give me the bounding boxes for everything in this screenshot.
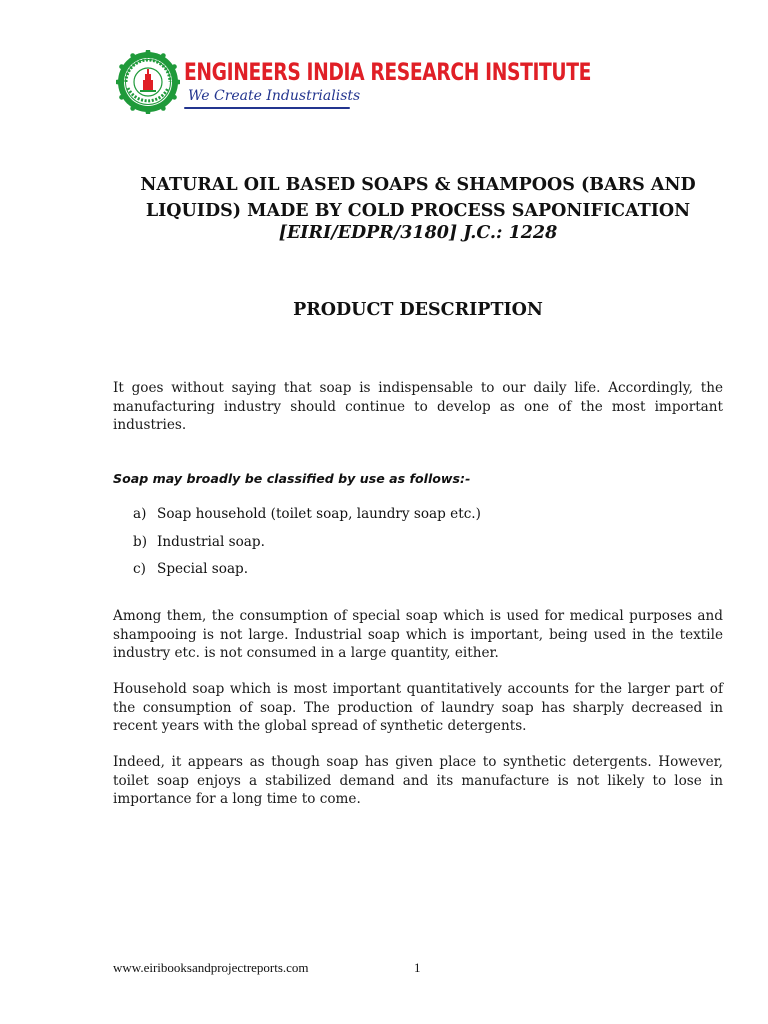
soap-classification-list [133, 506, 481, 589]
section-heading: PRODUCT DESCRIPTION [293, 300, 543, 320]
list-item [133, 561, 481, 589]
document-title-line-1: NATURAL OIL BASED SOAPS & SHAMPOOS (BARS AND [140, 175, 696, 195]
list-item [133, 506, 481, 534]
list-marker: a) [133, 506, 147, 522]
institute-seal-logo [116, 50, 180, 114]
page-number: 1 [414, 960, 421, 975]
brand-header [116, 48, 592, 118]
document-reference-code: [EIRI/EDPR/3180] J.C.: 1228 [278, 223, 558, 243]
list-item-text: Soap household (toilet soap, laundry soap etc.) [157, 506, 481, 522]
intro-paragraph: It goes without saying that soap is indispensable to our daily life. Accordingly, the manufacturing industry should continue to develop as one of the most important industries. [113, 380, 723, 433]
tagline-underline [184, 107, 350, 109]
list-item [133, 534, 481, 562]
institute-name: ENGINEERS INDIA RESEARCH INSTITUTE [184, 58, 592, 86]
classification-heading: Soap may broadly be classified by use as follows:- [113, 471, 471, 486]
list-marker: c) [133, 561, 146, 577]
institute-tagline: We Create Industrialists [188, 88, 361, 104]
consumption-paragraph: Among them, the consumption of special soap which is used for medical purposes and shampooing is not large. Industrial soap which is important, being used in the textile industry etc. is not consumed in a large quantity, either. [113, 608, 723, 661]
list-item-text: Special soap. [157, 561, 249, 577]
list-marker: b) [133, 533, 148, 550]
list-item-text: Industrial soap. [157, 533, 265, 550]
document-title-line-2: LIQUIDS) MADE BY COLD PROCESS SAPONIFICATION [145, 201, 691, 221]
household-paragraph: Household soap which is most important quantitatively accounts for the larger part of the consumption of soap. The production of laundry soap has sharply decreased in recent years with the global spread of synthetic detergents. [113, 681, 723, 734]
toilet-soap-paragraph: Indeed, it appears as though soap has given place to synthetic detergents. However, toilet soap enjoys a stabilized demand and its manufacture is not likely to lose in importance for a long time to come. [113, 754, 723, 807]
footer-website-url: www.eiribooksandprojectreports.com [113, 960, 309, 975]
